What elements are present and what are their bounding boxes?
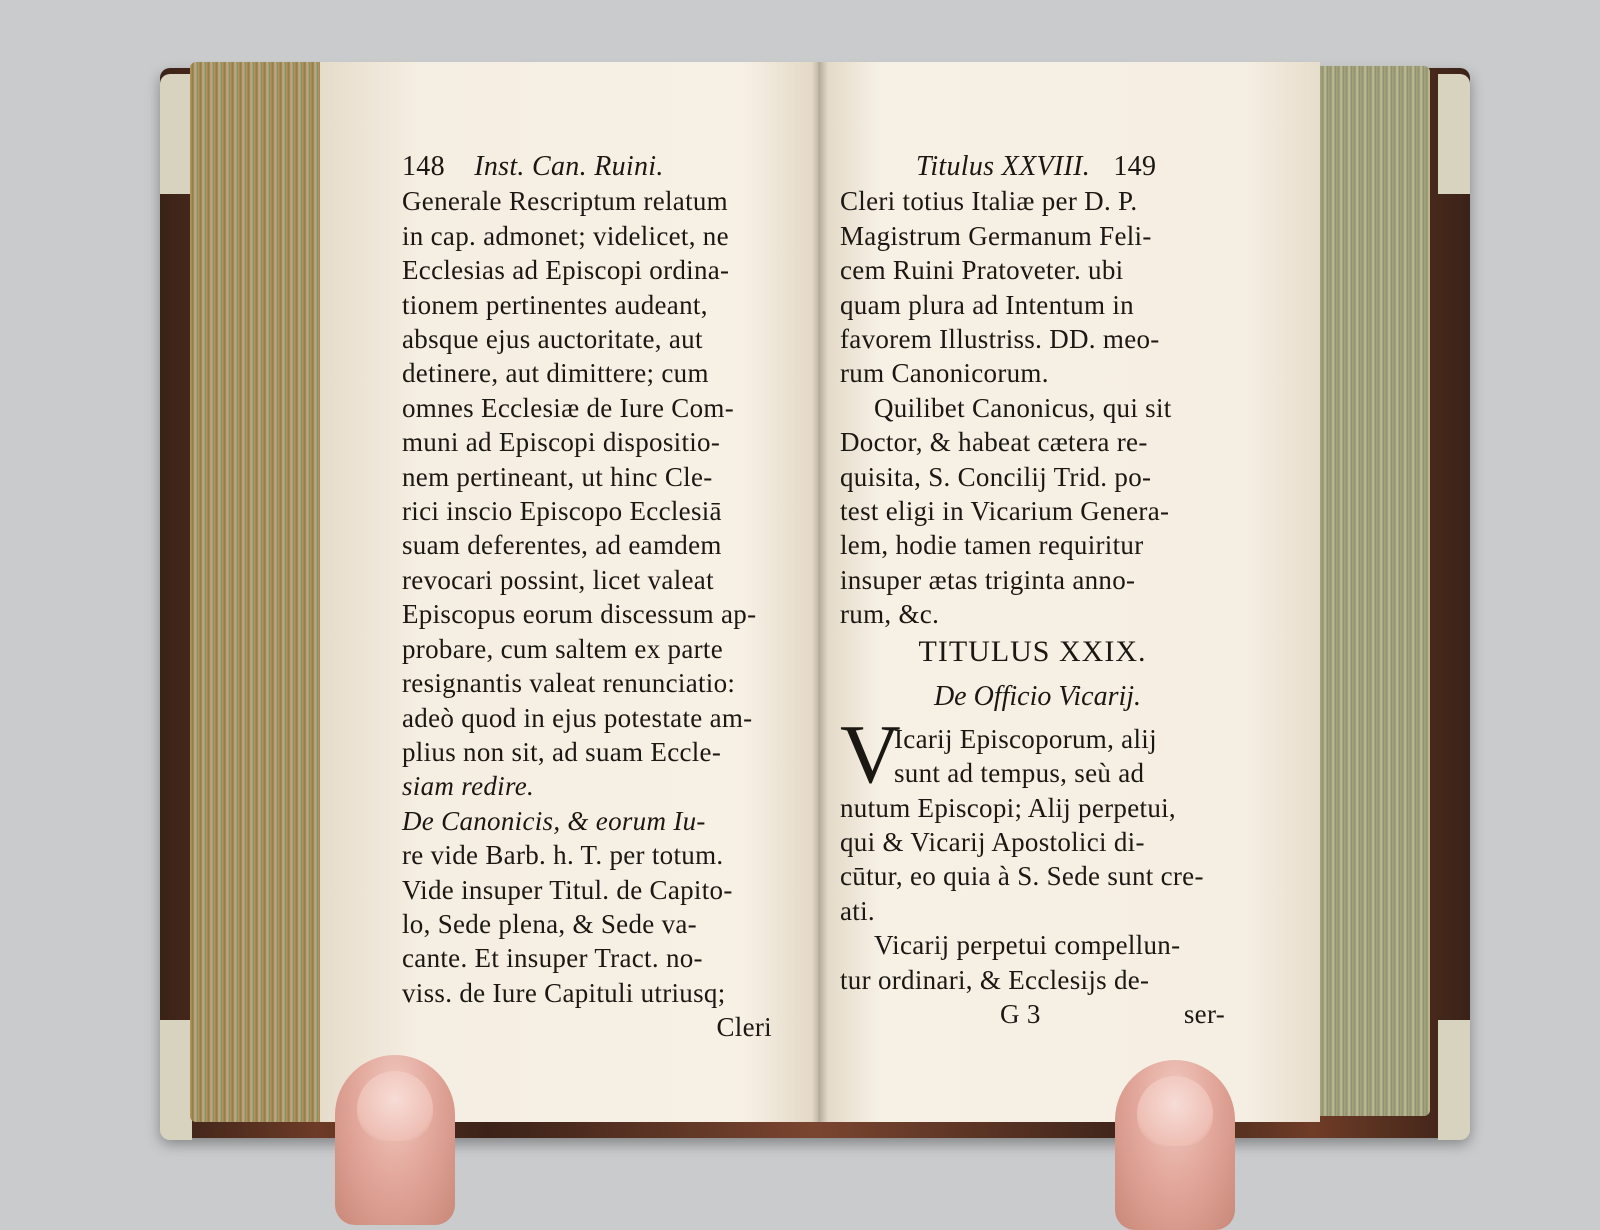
paragraph xyxy=(840,928,1235,1031)
text-line: Episcopus eorum discessum ap- xyxy=(402,599,757,630)
text-line: muni ad Episcopi dispositio- xyxy=(402,427,721,458)
section-title: TITULUS XXIX. xyxy=(918,634,1147,668)
paragraph xyxy=(840,184,1235,390)
text-line: viss. de Iure Capituli utriusq; xyxy=(402,977,726,1008)
right-page xyxy=(820,62,1320,1122)
text-line: Icarij Episcoporum, alij xyxy=(894,723,1157,754)
text-line: insuper ætas triginta anno- xyxy=(840,564,1136,595)
catchword: ser- xyxy=(1183,998,1225,1029)
text-line: rum, &c. xyxy=(840,599,940,630)
text-line: quisita, S. Concilij Trid. po- xyxy=(840,461,1152,492)
text-line: Doctor, & habeat cætera re- xyxy=(840,427,1148,458)
cover-corner xyxy=(1438,1020,1470,1140)
text-line: rici inscio Episcopo Ecclesiā xyxy=(402,496,722,527)
signature-mark: G 3 xyxy=(1000,998,1041,1029)
text-line: cante. Et insuper Tract. no- xyxy=(402,943,703,974)
drop-cap: V xyxy=(840,707,901,801)
paragraph xyxy=(840,791,1235,929)
text-line: siam redire. xyxy=(402,771,535,802)
text-line: tionem pertinentes audeant, xyxy=(402,289,708,320)
text-line: nem pertineant, ut hinc Cle- xyxy=(402,461,713,492)
page-number: 149 xyxy=(1113,151,1157,182)
right-page-text xyxy=(840,150,1235,1031)
text-line: adeò quod in ejus potestate am- xyxy=(402,702,753,733)
text-line: plius non sit, ad suam Eccle- xyxy=(402,736,722,767)
text-line: De Canonicis, & eorum Iu- xyxy=(402,805,706,836)
text-line: probare, cum saltem ex parte xyxy=(402,633,724,664)
text-line: lo, Sede plena, & Sede va- xyxy=(402,908,697,939)
text-line: sunt ad tempus, seù ad xyxy=(894,758,1145,789)
thumbnail xyxy=(357,1071,433,1141)
text-line: cūtur, eo quia à S. Sede sunt cre- xyxy=(840,861,1204,892)
running-head xyxy=(840,150,1235,184)
section-subtitle: De Officio Vicarij. xyxy=(933,680,1142,712)
text-line: lem, hodie tamen requiritur xyxy=(840,530,1144,561)
text-line: Quilibet Canonicus, qui sit xyxy=(874,392,1172,423)
paragraph xyxy=(840,707,1235,801)
text-line: absque ejus auctoritate, aut xyxy=(402,324,703,355)
book-gutter xyxy=(812,62,828,1122)
text-line: revocari possint, licet valeat xyxy=(402,564,714,595)
cover-corner xyxy=(1438,74,1470,194)
text-line: Vicarij perpetui compellun- xyxy=(874,930,1181,961)
page-footer xyxy=(840,997,1235,1031)
text-line: re vide Barb. h. T. per totum. xyxy=(402,840,724,871)
thumbnail xyxy=(1137,1076,1213,1146)
text-line: Generale Rescriptum relatum xyxy=(402,186,728,217)
running-head xyxy=(402,150,782,184)
text-line: omnes Ecclesiæ de Iure Com- xyxy=(402,392,735,423)
page-edges-right xyxy=(1320,66,1430,1116)
text-line: resignantis valeat renunciatio: xyxy=(402,668,736,699)
running-head-title: Titulus XXVIII. xyxy=(916,151,1091,182)
text-line: favorem Illustriss. DD. meo- xyxy=(840,324,1160,355)
catchword: Cleri xyxy=(716,1012,772,1043)
text-line: cem Ruini Pratoveter. ubi xyxy=(840,255,1124,286)
text-line: test eligi in Vicarium Genera- xyxy=(840,496,1170,527)
text-line: tur ordinari, & Ecclesijs de- xyxy=(840,964,1150,995)
paragraph xyxy=(402,804,782,1045)
text-line: suam deferentes, ad eamdem xyxy=(402,530,722,561)
cover-corner xyxy=(160,74,192,194)
right-thumb xyxy=(1115,1060,1235,1230)
text-line: qui & Vicarij Apostolici di- xyxy=(840,826,1145,857)
running-head-title: Inst. Can. Ruini. xyxy=(474,151,664,182)
text-line: nutum Episcopi; Alij perpetui, xyxy=(840,792,1176,823)
text-line: in cap. admonet; videlicet, ne xyxy=(402,220,729,251)
paragraph xyxy=(402,184,782,803)
page-number: 148 xyxy=(402,151,445,182)
text-line: quam plura ad Intentum in xyxy=(840,289,1134,320)
cover-corner xyxy=(160,1020,192,1140)
open-book xyxy=(160,62,1470,1154)
left-page-text xyxy=(402,150,782,1045)
text-line: Cleri totius Italiæ per D. P. xyxy=(840,186,1138,217)
text-line: Magistrum Germanum Feli- xyxy=(840,220,1152,251)
text-line: ati. xyxy=(840,895,875,926)
text-line: Ecclesias ad Episcopi ordina- xyxy=(402,255,730,286)
text-line: Vide insuper Titul. de Capito- xyxy=(402,874,733,905)
text-line: rum Canonicorum. xyxy=(840,358,1049,389)
text-line: detinere, aut dimittere; cum xyxy=(402,358,709,389)
left-page xyxy=(320,62,820,1122)
paragraph xyxy=(840,391,1235,632)
